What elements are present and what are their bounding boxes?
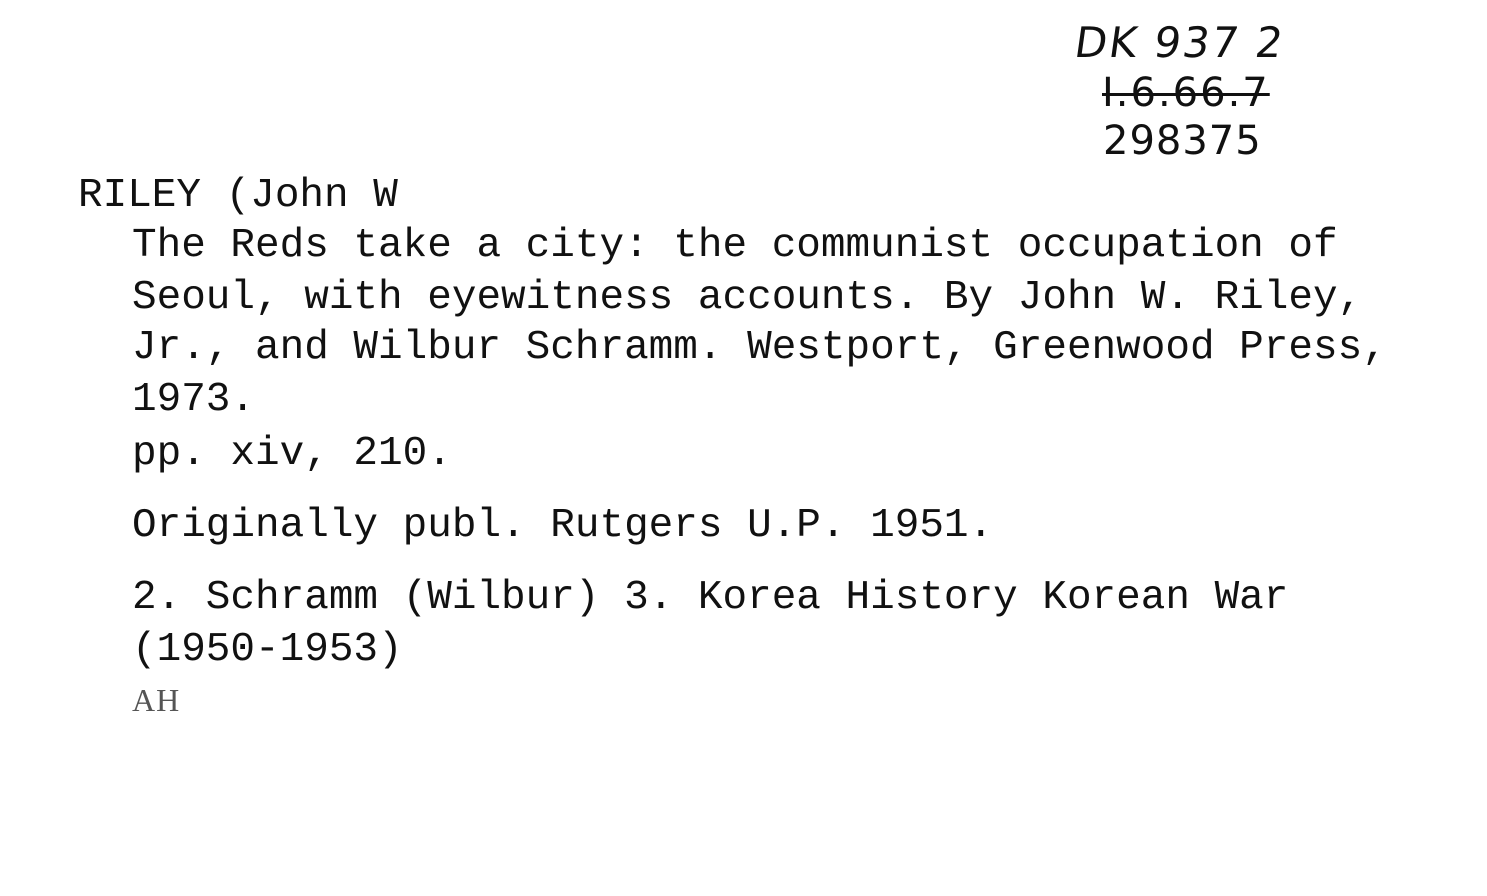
accession-number: 298375 bbox=[1103, 118, 1262, 164]
title-line-2: Seoul, with eyewitness accounts. By John W. Riley, bbox=[132, 275, 1363, 321]
author-heading: RILEY (John W bbox=[78, 173, 398, 219]
title-line-3: Jr., and Wilbur Schramm. Westport, Greenwood Press, bbox=[132, 325, 1387, 371]
old-number-struck: I.6.66.7 bbox=[1102, 70, 1270, 116]
note: Originally publ. Rutgers U.P. 1951. bbox=[132, 503, 994, 549]
cataloger-initials: AH bbox=[132, 682, 181, 718]
title-line-4: 1973. bbox=[132, 377, 256, 423]
collation: pp. xiv, 210. bbox=[132, 431, 452, 477]
tracings-line-1: 2. Schramm (Wilbur) 3. Korea History Korean War bbox=[132, 575, 1289, 621]
title-line-1: The Reds take a city: the communist occupation of bbox=[132, 223, 1338, 269]
shelf-mark: DK 937 2 bbox=[1071, 18, 1288, 67]
tracings-line-2: (1950-1953) bbox=[132, 627, 403, 673]
